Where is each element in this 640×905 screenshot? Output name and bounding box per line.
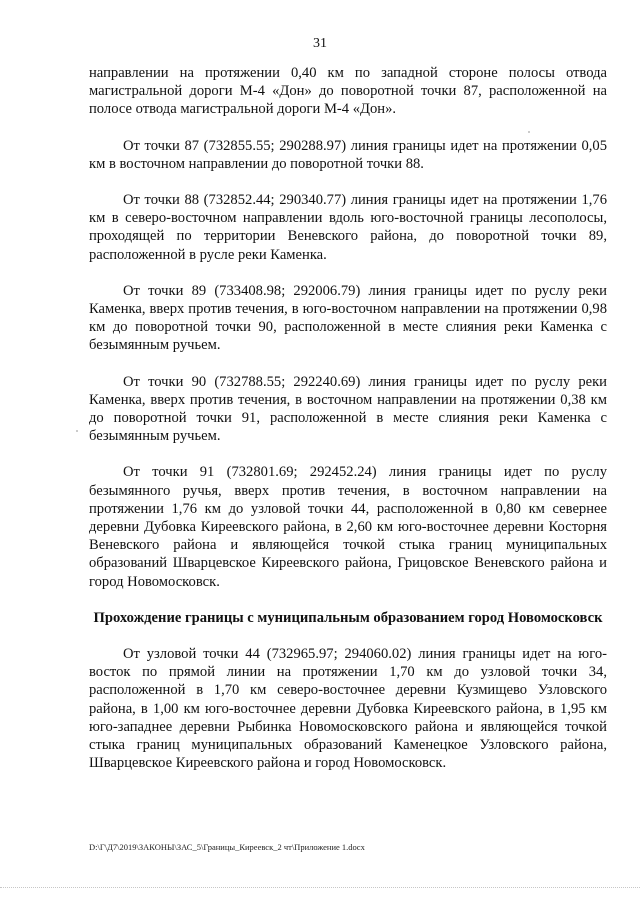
- paragraph-point-87: От точки 87 (732855.55; 290288.97) линия границы идет на протяжении 0,05 км в восточном направлении до поворотной точки 88.: [89, 137, 607, 172]
- paragraph-point-88: От точки 88 (732852.44; 290340.77) линия границы идет на протяжении 1,76 км в северо-восточном направлении вдоль юго-восточной границы лесополосы, проходящей по территории Веневского района, до поворотной точки 89, расположенной в русле реки Каменка.: [89, 192, 607, 263]
- scan-artifact-line: [0, 887, 640, 890]
- file-path-footer: D:\Г\Д7\2019\ЗАКОНЫ\ЗАС_5\Границы_Киреевск_2 чт\Приложение 1.docx: [89, 842, 365, 852]
- paragraph-continuation: направлении на протяжении 0,40 км по западной стороне полосы отвода магистральной дороги М-4 «Дон» до поворотной точки 87, расположенной на полосе отвода магистральной дороги М-4 «Дон».: [89, 65, 607, 118]
- paragraph-node-44: От узловой точки 44 (732965.97; 294060.02) линия границы идет на юго-восток по прямой линии на протяжении 1,70 км до узловой точки 34, расположенной в 1,70 км северо-восточнее деревни Кузмищево Узловского района, в 1,00 км юго-восточнее деревни Дубовка Киреевского района, в 1,95 км юго-западнее деревни Рыбинка Новомосковского района и являющейся точкой стыка границ муниципальных образований Каменецкое Узловского района, Шварцевское Киреевского района и город Новомосковск.: [89, 646, 607, 772]
- paragraph-point-89: От точки 89 (733408.98; 292006.79) линия границы идет по руслу реки Каменка, вверх против течения, в юго-восточном направлении на протяжении 0,98 км до поворотной точки 90, расположенной в месте слияния реки Каменка с безымянным ручьем.: [89, 282, 607, 354]
- paragraph-point-90: От точки 90 (732788.55; 292240.69) линия границы идет по руслу реки Каменка, вверх против течения, в восточном направлении на протяжении 0,38 км до поворотной точки 91, расположенной в месте слияния реки Каменка с безымянным ручьем.: [89, 373, 607, 445]
- page-number: 31: [313, 36, 327, 51]
- document-body: [89, 64, 607, 791]
- scan-speck: [76, 430, 78, 432]
- paragraph-point-91: От точки 91 (732801.69; 292452.24) линия границы идет по руслу безымянного ручья, вверх против течения, в восточном направлении на протяжении 1,76 км до узловой точки 44, расположенной в 0,80 км севернее деревни Дубовка Киреевского района, в 2,60 км юго-восточнее деревни Косторня Веневского района и являющейся точкой стыка границ муниципальных образований Шварцевское Киреевского района, Грицовское Веневского района и город Новомосковск.: [89, 464, 607, 590]
- section-heading: Прохождение границы с муниципальным образованием город Новомосковск: [93, 609, 603, 626]
- scan-speck: [528, 131, 530, 133]
